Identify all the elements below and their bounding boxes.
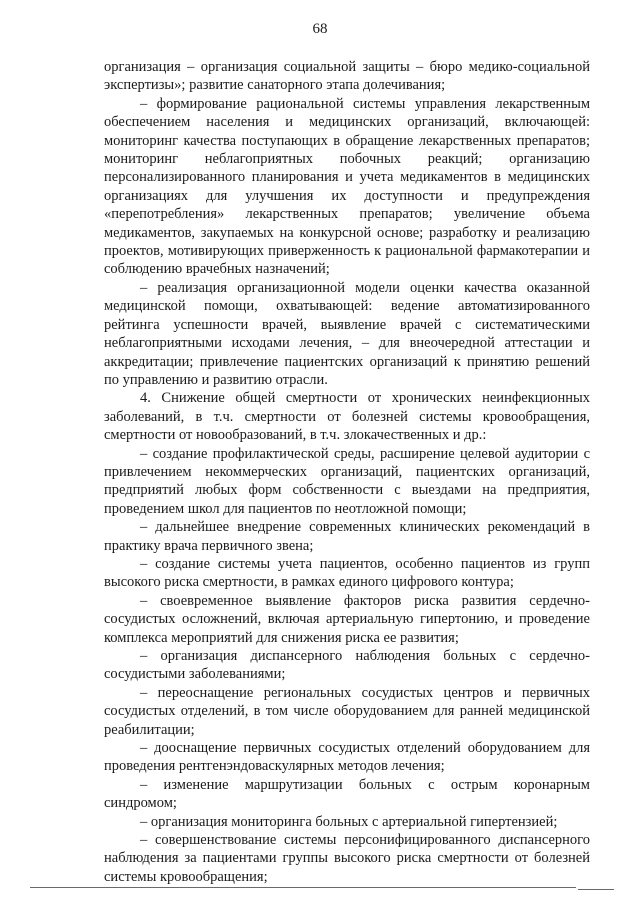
page-number: 68 (312, 21, 328, 37)
paragraph-4: 4. Снижение общей смертности от хронических неинфекционных заболеваний, в т.ч. смертности от болезней системы кровообращения, смертности от новообразований, в т.ч. злокачественных и др.: (104, 390, 590, 444)
paragraph-10: – переоснащение региональных сосудистых центров и первичных сосудистых отделений, в том числе оборудованием для ранней медицинской реабилитации; (104, 684, 590, 738)
paragraph-13: – организация мониторинга больных с артериальной гипертензией; (140, 813, 558, 830)
paragraph-14: – совершенствование системы персонифицированного диспансерного наблюдения за пациентами группы высокого риска смертности от болезней системы кровообращения; (104, 832, 590, 885)
paragraph-1: организация – организация социальной защиты – бюро медико-социальной экспертизы»; развитие санаторного этапа долечивания; (104, 59, 590, 94)
paragraph-7: – создание системы учета пациентов, особенно пациентов из групп высокого риска смертности, в рамках единого цифрового контура; (104, 555, 590, 591)
paragraph-9: – организация диспансерного наблюдения больных с сердечно-сосудистыми заболеваниями; (104, 648, 590, 683)
paragraph-2: – формирование рациональной системы управления лекарственным обеспечением населения и медицинских организаций, включающей: мониторинг качества поступающих в обращение лекарственных препаратов; мониторинг неблагоприятных побочных реакций; организацию персонализированного планирования и учета медикаментов в медицинских организациях для улучшения их доступности и предупреждения «перепотребления» лекарственных препаратов; увеличение объема медикаментов, закупаемых на конкурсной основе; разработку и реализацию проектов, мотивирующих приверженность к рациональной фармакотерапии и соблюдению врачебных назначений; (104, 95, 590, 278)
footer-rule-fragment (578, 889, 614, 890)
paragraph-6: – дальнейшее внедрение современных клинических рекомендаций в практику врача первичного звена; (104, 519, 590, 554)
footer-rule (30, 887, 576, 888)
document-body (104, 58, 590, 886)
paragraph-3: – реализация организационной модели оценки качества оказанной медицинской помощи, охватывающей: ведение автоматизированного рейтинга успешности врачей, выявление врачей с систематическими неблагоприятными исходами лечения, – для внеочередной аттестации и аккредитации; привлечение пациентских организаций к принятию решений по управлению и развитию отрасли. (104, 279, 590, 388)
paragraph-5: – создание профилактической среды, расширение целевой аудитории с привлечением некоммерческих организаций, пациентских организаций, предприятий любых форм собственности с выездами на предприятия, проведением школ для пациентов по неотложной помощи; (104, 445, 590, 517)
paragraph-12: – изменение маршрутизации больных с острым коронарным синдромом; (104, 776, 590, 812)
paragraph-8: – своевременное выявление факторов риска развития сердечно-сосудистых осложнений, включая артериальную гипертонию, и проведение комплекса мероприятий для снижения риска ее развития; (104, 592, 590, 646)
paragraph-11: – дооснащение первичных сосудистых отделений оборудованием для проведения рентгенэндоваскулярных методов лечения; (104, 740, 590, 775)
